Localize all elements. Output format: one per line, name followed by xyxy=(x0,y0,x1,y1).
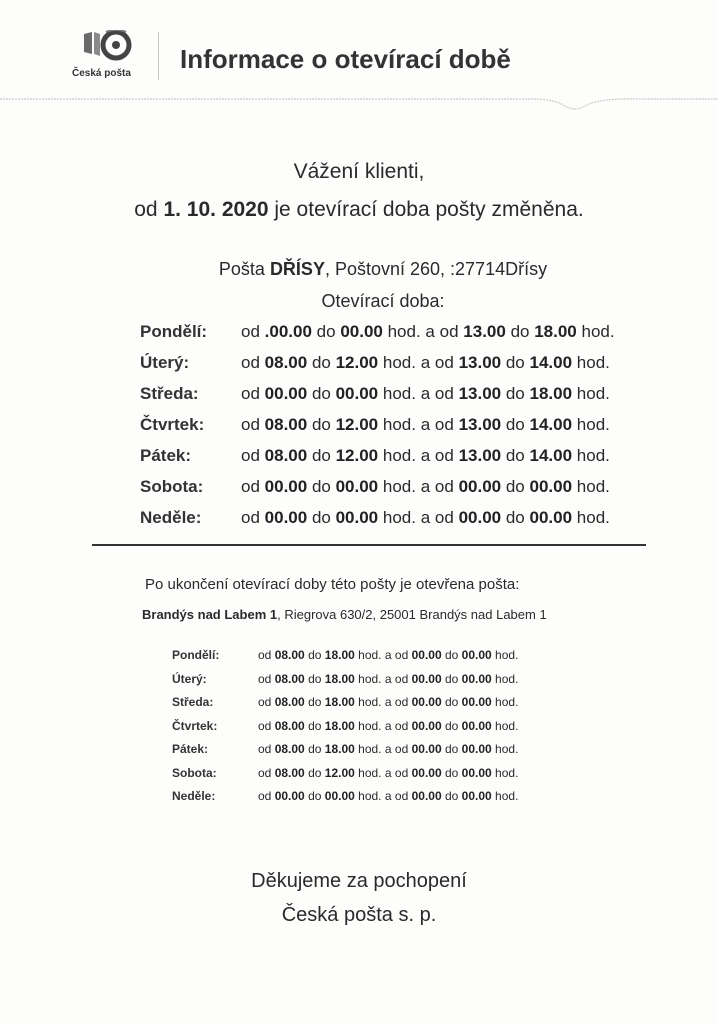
header-underline xyxy=(0,94,718,114)
change-note xyxy=(0,198,718,222)
hours-value: od 08.00 do 18.00 hod. a od 00.00 do 00.00 hod. xyxy=(258,718,519,733)
change-note-suffix: je otevírací doba pošty změněna. xyxy=(268,198,584,221)
hours-value: od 08.00 do 12.00 hod. a od 13.00 do 14.00 hod. xyxy=(241,353,610,372)
hours-value: od 08.00 do 18.00 hod. a od 00.00 do 00.00 hod. xyxy=(258,671,519,686)
hours-value: od .00.00 do 00.00 hod. a od 13.00 do 18.00 hod. xyxy=(241,322,615,341)
signature: Česká pošta s. p. xyxy=(281,904,437,926)
day-label: Pondělí: xyxy=(172,648,220,662)
day-label: Pondělí: xyxy=(140,322,208,341)
day-label: Čtvrtek: xyxy=(172,718,218,733)
day-label: Sobota: xyxy=(172,765,217,780)
thanks-text: Děkujeme za pochopení xyxy=(251,870,467,892)
post-office-info xyxy=(0,259,718,280)
hours-value: od 08.00 do 12.00 hod. a od 13.00 do 14.00 hod. xyxy=(241,446,610,465)
logo-text: Česká pošta xyxy=(72,68,131,79)
post-horn-icon xyxy=(78,30,136,68)
day-label: Čtvrtek: xyxy=(140,415,205,434)
alternate-office-info xyxy=(142,607,547,622)
greeting: Vážení klienti, xyxy=(293,160,425,183)
office-prefix: Pošta xyxy=(218,259,270,279)
change-date: 1. 10. 2020 xyxy=(163,198,269,221)
change-note-prefix: od xyxy=(134,198,164,221)
hours-value: od 00.00 do 00.00 hod. a od 00.00 do 00.00 hod. xyxy=(241,477,610,496)
page-title: Informace o otevírací době xyxy=(180,44,511,74)
ceska-posta-logo xyxy=(72,30,144,86)
hours-label: Otevírací doba: xyxy=(321,291,445,311)
hours-value: od 00.00 do 00.00 hod. a od 00.00 do 00.00 hod. xyxy=(258,789,519,803)
header-divider xyxy=(158,32,159,80)
office-address: , Poštovní 260, :27714Dřísy xyxy=(324,259,548,279)
day-label: Sobota: xyxy=(140,477,204,496)
day-label: Neděle: xyxy=(140,508,202,527)
day-label: Pátek: xyxy=(172,742,209,756)
office-name: DŘÍSY xyxy=(269,259,325,279)
hours-value: od 00.00 do 00.00 hod. a od 00.00 do 00.00 hod. xyxy=(241,508,610,527)
alt-office-address: , Riegrova 630/2, 25001 Brandýs nad Labem 1 xyxy=(277,607,547,622)
hours-value: od 08.00 do 18.00 hod. a od 00.00 do 00.00 hod. xyxy=(258,742,519,756)
day-label: Středa: xyxy=(172,695,214,709)
day-label: Neděle: xyxy=(172,789,216,803)
alt-office-name: Brandýs nad Labem 1 xyxy=(142,607,278,622)
hours-value: od 08.00 do 18.00 hod. a od 00.00 do 00.00 hod. xyxy=(258,695,519,709)
day-label: Pátek: xyxy=(140,446,192,465)
day-label: Úterý: xyxy=(172,671,207,686)
alternate-office-note: Po ukončení otevírací doby této pošty je otevřena pošta: xyxy=(145,576,520,593)
day-label: Úterý: xyxy=(140,353,190,372)
hours-value: od 08.00 do 12.00 hod. a od 00.00 do 00.00 hod. xyxy=(258,765,519,780)
document-header xyxy=(0,0,718,110)
hours-value: od 08.00 do 12.00 hod. a od 13.00 do 14.00 hod. xyxy=(241,415,610,434)
section-divider xyxy=(92,544,646,546)
hours-value: od 08.00 do 18.00 hod. a od 00.00 do 00.00 hod. xyxy=(258,648,519,662)
hours-value: od 00.00 do 00.00 hod. a od 13.00 do 18.00 hod. xyxy=(241,384,610,403)
day-label: Středa: xyxy=(140,384,199,403)
